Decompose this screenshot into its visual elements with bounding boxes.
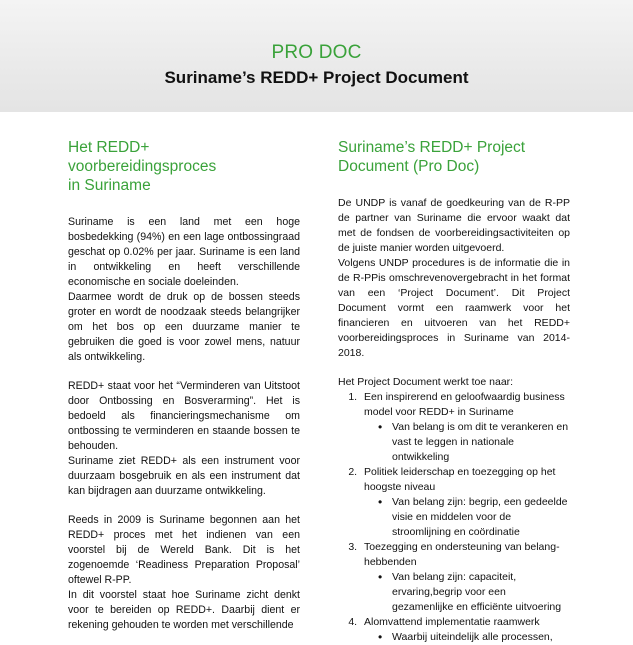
left-paragraph-6: In dit voorstel staat hoe Suriname zicht denkt voor te bereiden op REDD+. Daarbij dient er rekening gehouden te worden met verschillende bbox=[68, 589, 300, 631]
list-intro: Het Project Document werkt toe naar: bbox=[338, 376, 514, 388]
list-item bbox=[360, 465, 570, 540]
list-item bbox=[360, 540, 570, 615]
left-column-heading bbox=[68, 138, 300, 195]
left-paragraph-5: Reeds in 2009 is Suriname begonnen aan het REDD+ proces met het indienen van een voorstel bij de Wereld Bank. Dit is het zogenoemde ‘Readiness Preparation Proposal’ oftewel R-PP. bbox=[68, 514, 300, 586]
list-item-text: Toezegging en ondersteuning van belang-hebbenden bbox=[364, 541, 560, 568]
left-paragraph-1: Suriname is een land met een hoge bosbedekking (94%) en een lage ontbossingraad geschat op 0.02% per jaar. Suriname is een land in ontwikkeling en heeft verschillende economische en sociale doeleinden. bbox=[68, 216, 300, 288]
list-item-text: Politiek leiderschap en toezegging op het hoogste niveau bbox=[364, 466, 556, 493]
right-column bbox=[338, 138, 570, 645]
bullet-list bbox=[364, 495, 570, 540]
document-header bbox=[0, 0, 633, 112]
right-heading-line1: Suriname’s REDD+ Project bbox=[338, 139, 526, 156]
left-paragraph-2: Daarmee wordt de druk op de bossen steeds groter en wordt de noodzaak steeds belangrijker om het bos op een duurzame manier te gebruiken die goed is voor zowel mens, natuur als ontwikkeling. bbox=[68, 291, 300, 363]
left-column bbox=[68, 138, 300, 633]
left-heading-line2: in Suriname bbox=[68, 177, 151, 194]
list-item-text: Een inspirerend en geloofwaardig business model voor REDD+ in Suriname bbox=[364, 391, 565, 418]
left-heading-line1: Het REDD+ voorbereidingsproces bbox=[68, 139, 217, 175]
right-column-heading bbox=[338, 138, 570, 176]
numbered-list bbox=[338, 390, 570, 645]
bullet-list bbox=[364, 420, 570, 465]
list-item bbox=[360, 615, 570, 645]
right-paragraph-2: Volgens UNDP procedures is de informatie die in de R-PPis omschrevenovergebracht in het format van een ‘Project Document’. Dit Project Document vormt een raamwerk voor het financieren en uitvoeren van het REDD+ voorbereidingsproces in Suriname van 2014-2018. bbox=[338, 257, 570, 359]
document-subtitle: Suriname’s REDD+ Project Document bbox=[164, 68, 469, 87]
bullet-item: • Van belang is om dit te verankeren en vast te leggen in nationale ontwikkeling bbox=[382, 420, 570, 465]
bullet-list bbox=[364, 630, 570, 645]
bullet-item: • Van belang zijn: capaciteit, ervaring,begrip voor een gezamenlijke en efficiënte uitvoering bbox=[382, 570, 570, 615]
document-title: PRO DOC bbox=[271, 42, 362, 63]
bullet-item: • Waarbij uiteindelijk alle processen, bbox=[382, 630, 570, 645]
left-paragraph-3: REDD+ staat voor het “Verminderen van Uitstoot door Ontbossing en Bosverarming”. Het is bedoeld als financieringsmechanisme om ontbossing te verminderen en staande bossen te behouden. bbox=[68, 380, 300, 452]
list-item-text: Alomvattend implementatie raamwerk bbox=[364, 616, 540, 628]
bullet-list bbox=[364, 570, 570, 615]
bullet-item: • Van belang zijn: begrip, een gedeelde visie en middelen voor de stroomlijning en coördinatie bbox=[382, 495, 570, 540]
right-paragraph-1: De UNDP is vanaf de goedkeuring van de R-PP de partner van Suriname die ervoor waakt dat met de fondsen de voorbereidingsactiviteiten op de juiste manier worden uitgevoerd. bbox=[338, 197, 570, 254]
list-item bbox=[360, 390, 570, 465]
left-paragraph-4: Suriname ziet REDD+ als een instrument voor duurzaam bosgebruik en als een instrument dat kan bijdragen aan duurzame ontwikkeling. bbox=[68, 455, 300, 497]
right-heading-line2: Document (Pro Doc) bbox=[338, 158, 480, 175]
